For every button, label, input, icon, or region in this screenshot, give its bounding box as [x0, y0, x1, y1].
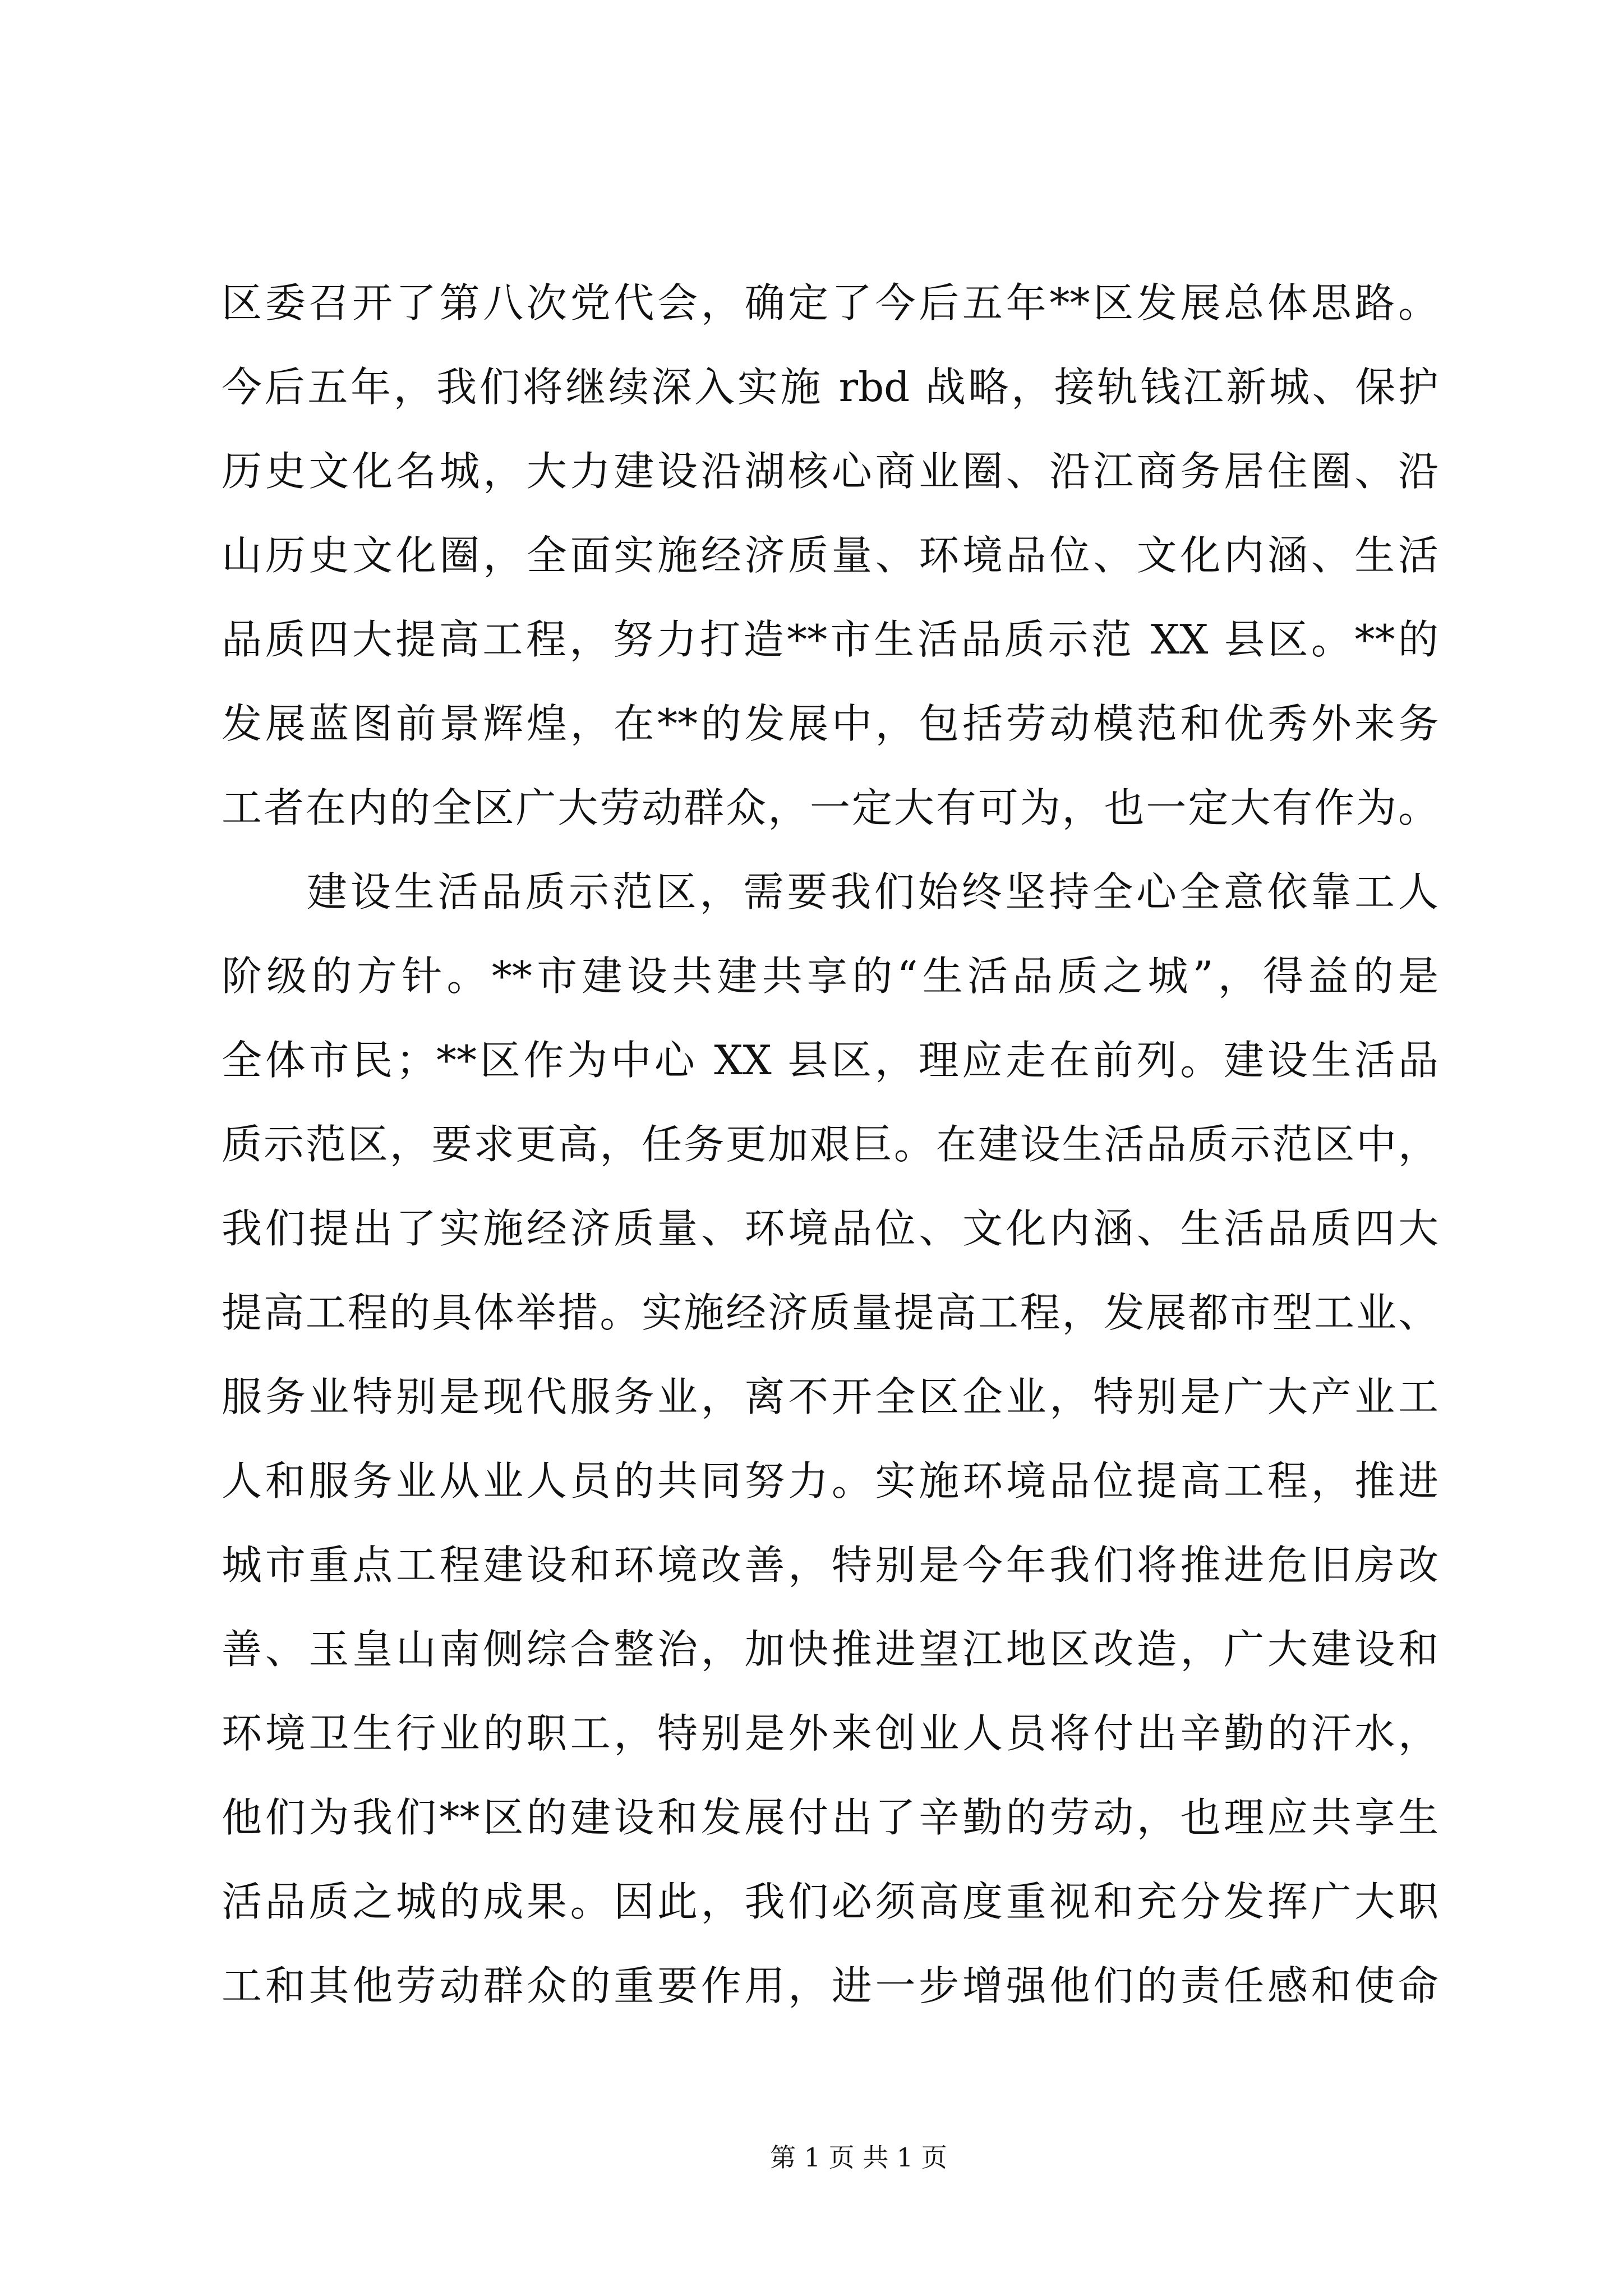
text-line: 服务业特别是现代服务业，离不开全区企业，特别是广大产业工 [222, 1373, 1438, 1420]
text-line: 善、玉皇山南侧综合整治，加快推进望江地区改造，广大建设和 [222, 1626, 1438, 1673]
paragraph-1 [222, 261, 1438, 850]
text-line: 今后五年，我们将继续深入实施 rbd 战略，接轨钱江新城、保护 [222, 364, 1438, 411]
text-line: 我们提出了实施经济质量、环境品位、文化内涵、生活品质四大 [222, 1205, 1438, 1252]
text-line: 品质四大提高工程，努力打造**市生活品质示范 XX 县区。**的 [222, 616, 1438, 663]
text-line: 建设生活品质示范区，需要我们始终坚持全心全意依靠工人 [307, 868, 1438, 915]
text-line: 阶级的方针。**市建设共建共享的“生活品质之城”，得益的是 [222, 953, 1438, 1000]
paragraph-2 [222, 850, 1438, 2028]
text-line: 区委召开了第八次党代会，确定了今后五年**区发展总体思路。 [222, 279, 1438, 326]
text-line: 全体市民；**区作为中心 XX 县区，理应走在前列。建设生活品 [222, 1037, 1438, 1084]
text-line: 工者在内的全区广大劳动群众，一定大有可为，也一定大有作为。 [222, 784, 1438, 831]
text-line: 质示范区，要求更高，任务更加艰巨。在建设生活品质示范区中， [222, 1121, 1438, 1168]
text-line: 人和服务业从业人员的共同努力。实施环境品位提高工程，推进 [222, 1457, 1438, 1504]
text-line: 环境卫生行业的职工，特别是外来创业人员将付出辛勤的汗水， [222, 1710, 1438, 1757]
text-line: 发展蓝图前景辉煌，在**的发展中，包括劳动模范和优秀外来务 [222, 700, 1438, 747]
text-line: 活品质之城的成果。因此，我们必须高度重视和充分发挥广大职 [222, 1878, 1438, 1925]
text-line: 城市重点工程建设和环境改善，特别是今年我们将推进危旧房改 [222, 1542, 1438, 1589]
page-footer: 第 1 页 共 1 页 [770, 2142, 947, 2173]
text-line: 工和其他劳动群众的重要作用，进一步增强他们的责任感和使命 [222, 1962, 1438, 2009]
text-line: 提高工程的具体举措。实施经济质量提高工程，发展都市型工业、 [222, 1289, 1438, 1336]
text-line: 他们为我们**区的建设和发展付出了辛勤的劳动，也理应共享生 [222, 1794, 1438, 1841]
body-text [222, 261, 1438, 2028]
text-line: 山历史文化圈，全面实施经济质量、环境品位、文化内涵、生活 [222, 532, 1438, 579]
text-line: 历史文化名城，大力建设沿湖核心商业圈、沿江商务居住圈、沿 [222, 448, 1438, 495]
